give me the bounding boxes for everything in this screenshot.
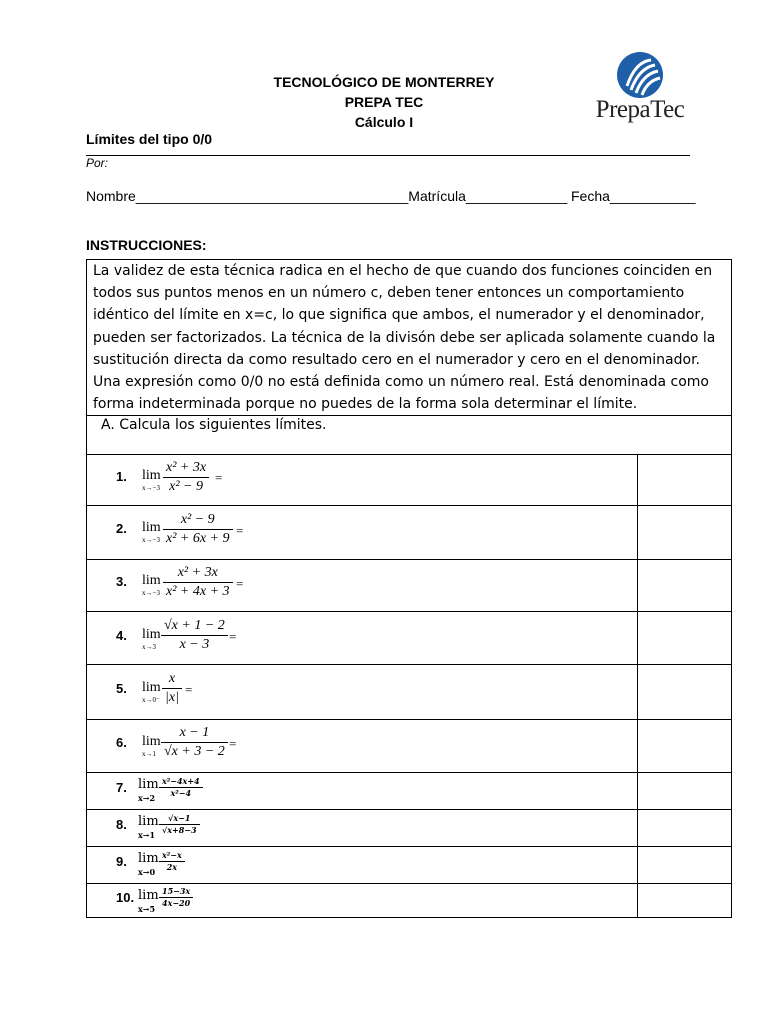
problem-row-9	[87, 846, 637, 883]
problem-row-2	[87, 505, 637, 559]
lim-subscript: x→1	[138, 830, 156, 840]
lim-subscript: x→1	[142, 750, 156, 758]
denominator: x − 3	[179, 637, 210, 652]
instructions-label: INSTRUCCIONES:	[86, 237, 207, 253]
divider	[87, 415, 731, 416]
divider	[86, 155, 690, 156]
lim-subscript: x→5	[138, 904, 156, 914]
numerator: x² − 9	[163, 511, 233, 530]
section-a-title: A. Calcula los siguientes límites.	[101, 417, 327, 433]
denominator: x² − 9	[169, 479, 203, 494]
institution-title: TECNOLÓGICO DE MONTERREY	[273, 74, 495, 90]
lim-subscript: x→−3	[142, 589, 160, 597]
lim-label: lim	[138, 888, 159, 903]
fraction	[159, 886, 193, 909]
worksheet-topic: Límites del tipo 0/0	[86, 131, 213, 147]
lim-label: lim	[138, 814, 159, 829]
instructions-text: La validez de esta técnica radica en el hecho de que cuando dos funciones coinciden en todos sus puntos menos en un número c, deben tener entonces un comportamiento idéntico del límite en x=c, lo que significa que ambos, el numerador y el denominador, pueden ser factorizados. La técnica de la divisón debe ser aplicada solamente cuando la sustitución directa da como resultado cero en el numerador y cero en el denominador. Una expresión como 0/0 no está definida como un número real. Está denominada como forma indeterminada porque no puedes de la forma sola determinar el límite.	[93, 263, 716, 413]
numerator: √x−1	[159, 813, 200, 825]
problem-row-4	[87, 611, 637, 664]
lim-subscript: x→2	[138, 793, 156, 803]
fraction	[159, 813, 200, 836]
lim-subscript: x→−3	[142, 484, 160, 492]
equals-sign: =	[185, 682, 193, 697]
numerator: x − 1	[161, 724, 228, 743]
problem-number: 2.	[116, 521, 127, 536]
problem-row-10	[87, 883, 637, 918]
numerator: x²−4x+4	[159, 776, 203, 788]
denominator: 4x−20	[162, 898, 191, 908]
problem-number: 10.	[116, 890, 135, 905]
problem-number: 5.	[116, 681, 127, 696]
fraction	[162, 670, 182, 707]
problem-number: 4.	[116, 628, 127, 643]
lim-subscript: x→3	[142, 643, 156, 651]
denominator: x²−4	[170, 788, 192, 798]
fraction	[161, 617, 228, 654]
prepatec-logo	[590, 52, 690, 130]
problem-row-1	[87, 454, 637, 505]
problem-number: 9.	[116, 854, 127, 869]
numerator: x²−x	[159, 850, 185, 862]
fraction	[163, 564, 233, 601]
problem-number: 6.	[116, 735, 127, 750]
problem-number: 3.	[116, 574, 127, 589]
school-title: PREPA TEC	[344, 94, 424, 110]
lim-label: lim	[142, 680, 161, 695]
problem-row-5	[87, 664, 637, 719]
denominator: 2x	[166, 862, 178, 872]
numerator: x² + 3x	[163, 459, 209, 478]
denominator: |x|	[165, 690, 179, 705]
answer-column-divider	[637, 454, 638, 918]
lim-label: lim	[142, 734, 161, 749]
lim-label: lim	[138, 777, 159, 792]
denominator: √x+8−3	[162, 825, 197, 835]
problem-number: 8.	[116, 817, 127, 832]
denominator: x² + 6x + 9	[166, 531, 230, 546]
problem-row-7	[87, 772, 637, 809]
por-label: Por:	[86, 156, 109, 170]
denominator: √x + 3 − 2	[164, 744, 225, 759]
equals-sign: =	[236, 576, 244, 591]
lim-subscript: x→0	[138, 867, 156, 877]
numerator: √x + 1 − 2	[161, 617, 228, 636]
lim-subscript: x→−3	[142, 536, 160, 544]
prepatec-flame-icon	[617, 52, 663, 98]
fraction	[161, 724, 228, 761]
equals-sign: =	[229, 736, 237, 751]
denominator: x² + 4x + 3	[166, 584, 230, 599]
equals-sign: =	[236, 523, 244, 538]
problem-number: 1.	[116, 469, 127, 484]
lim-label: lim	[142, 468, 161, 483]
numerator: x	[162, 670, 182, 689]
lim-label: lim	[142, 627, 161, 642]
fraction	[159, 850, 185, 873]
logo-wordmark: PrepaTec	[595, 96, 685, 123]
lim-label: lim	[138, 851, 159, 866]
numerator: 15−3x	[159, 886, 193, 898]
problem-row-6	[87, 719, 637, 772]
equals-sign: =	[229, 629, 237, 644]
numerator: x² + 3x	[163, 564, 233, 583]
lim-label: lim	[142, 573, 161, 588]
problem-row-3	[87, 559, 637, 611]
instructions-box	[86, 259, 732, 918]
problem-row-8	[87, 809, 637, 846]
fraction	[159, 776, 203, 799]
lim-subscript: x→0⁻	[142, 696, 160, 704]
lim-label: lim	[142, 520, 161, 535]
problem-number: 7.	[116, 780, 127, 795]
fraction	[163, 459, 209, 496]
student-fields[interactable]: Nombre___________________________________Matrícula_____________ Fecha___________	[86, 188, 696, 204]
equals-sign: =	[215, 470, 223, 485]
course-title: Cálculo I	[354, 114, 414, 130]
fraction	[163, 511, 233, 548]
